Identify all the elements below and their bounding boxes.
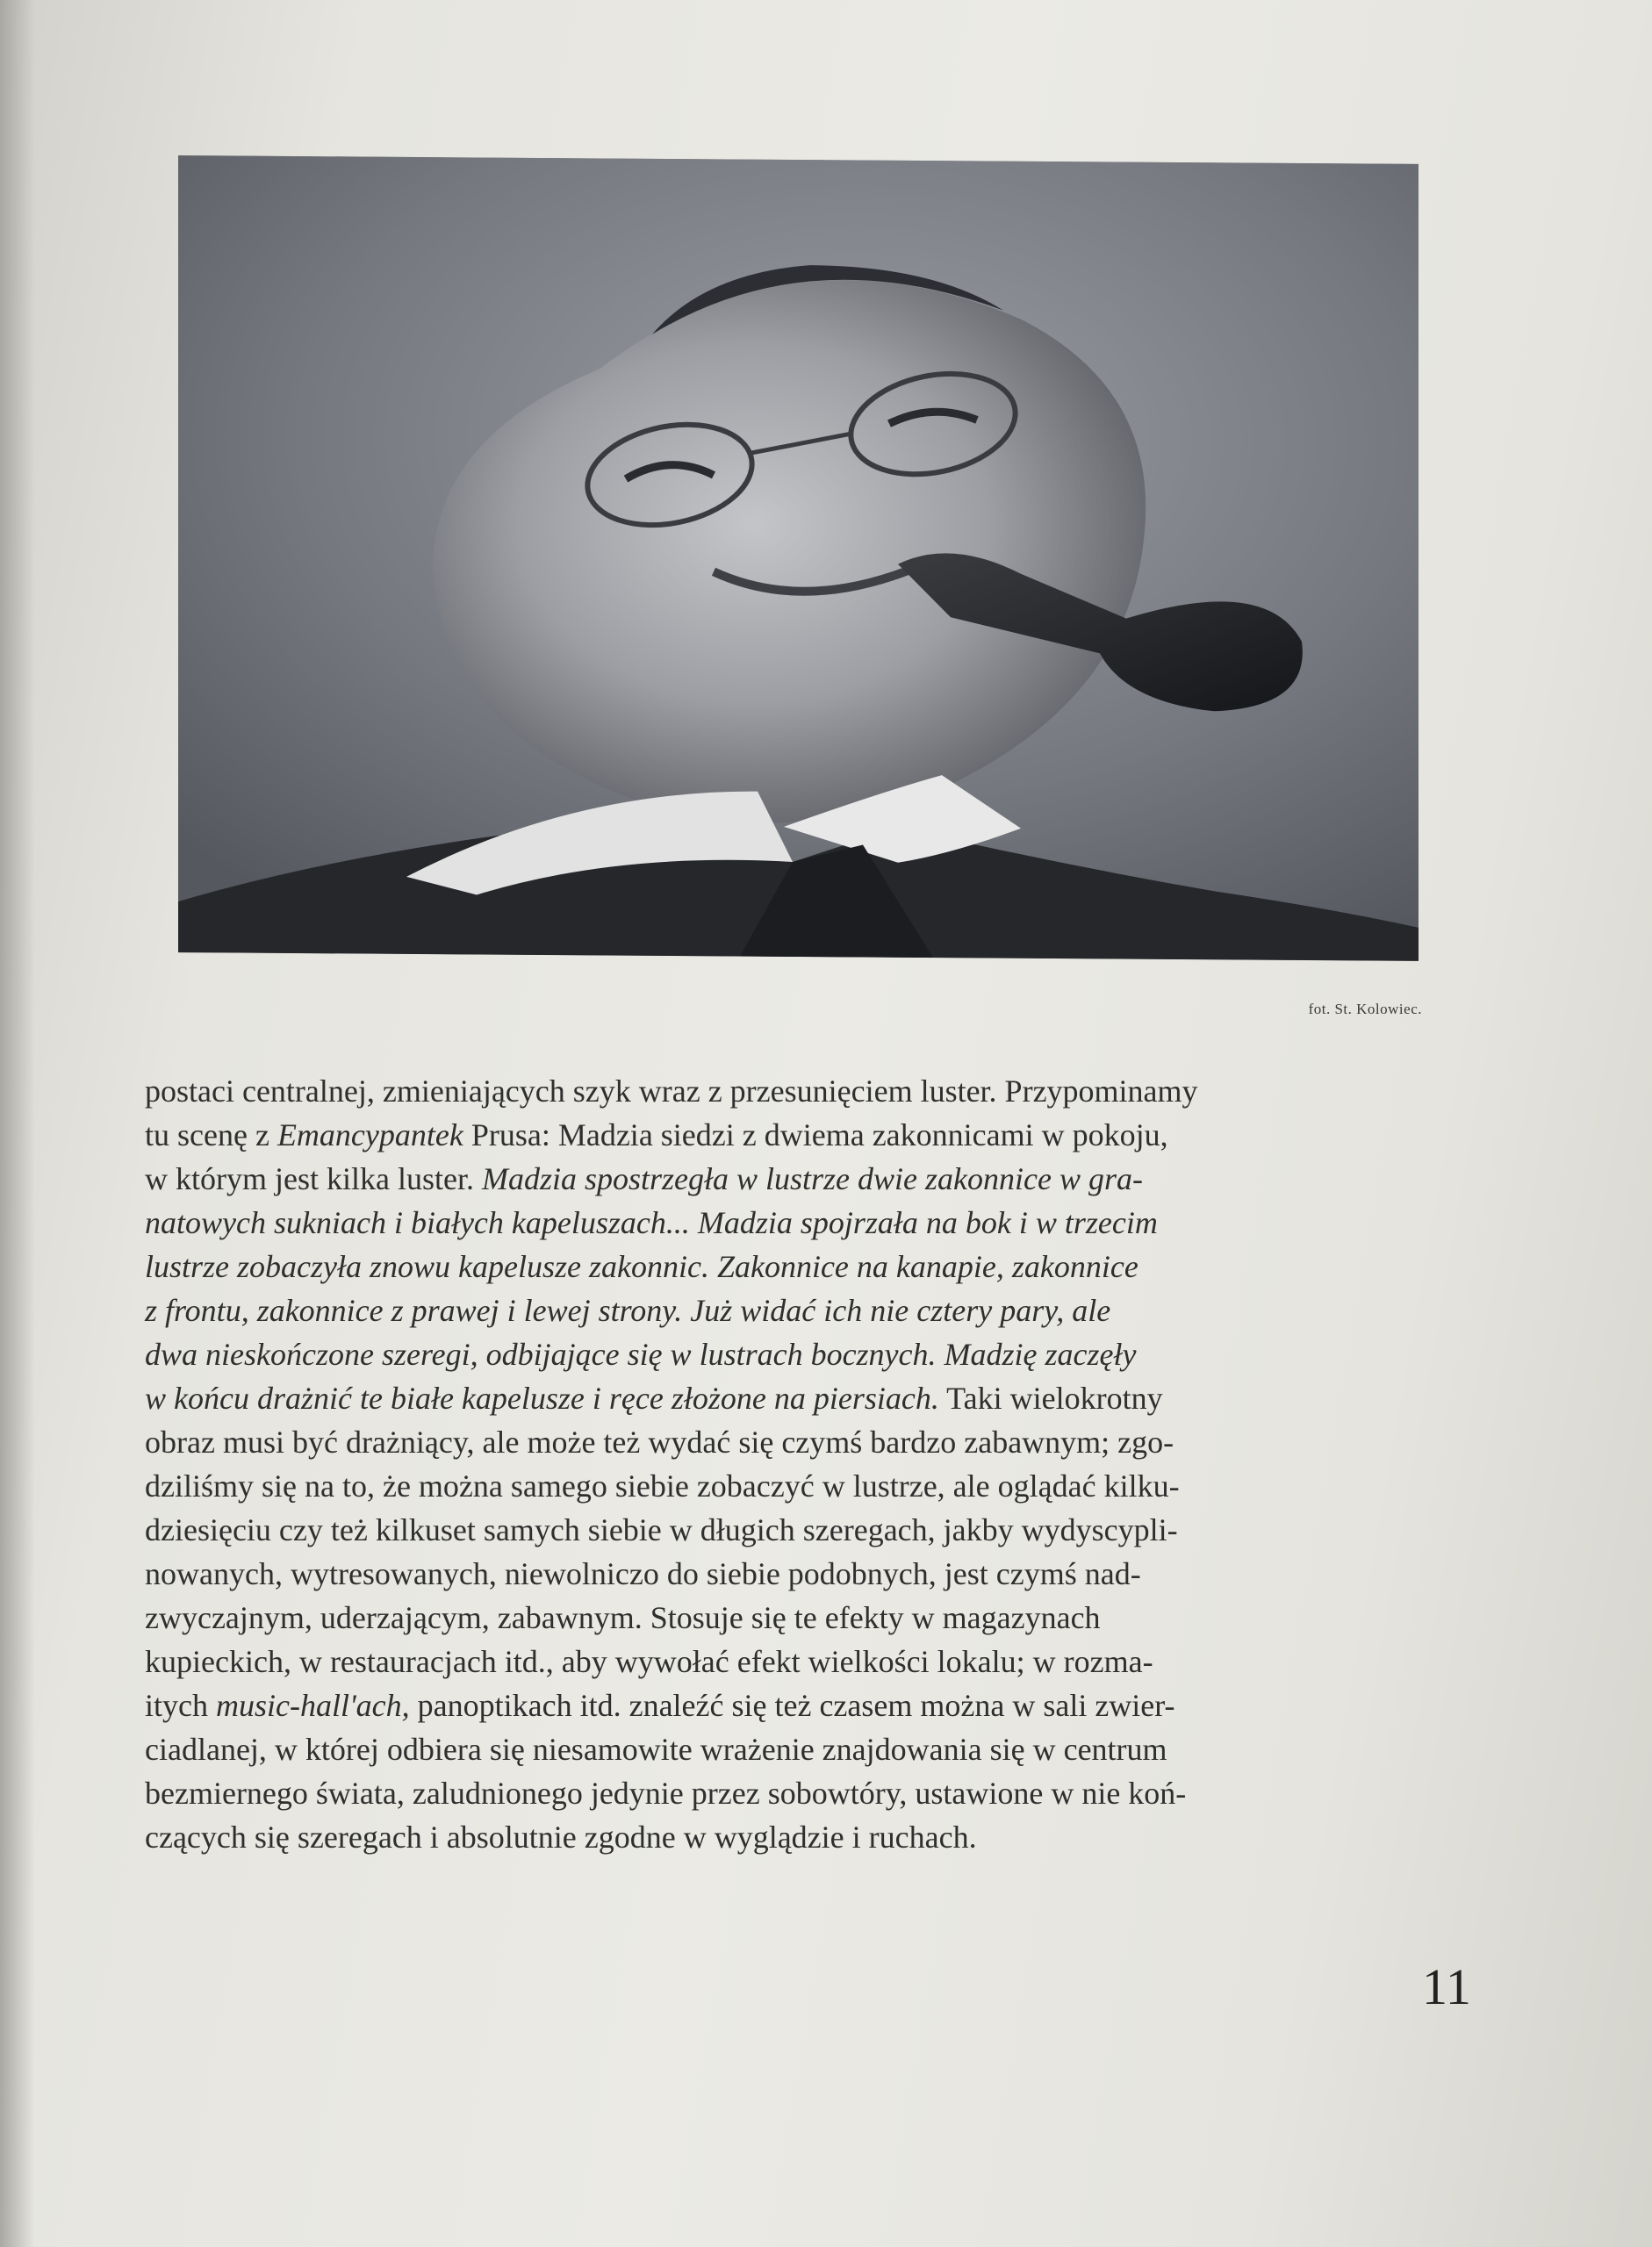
text-segment: Taki wielokrotny	[938, 1381, 1163, 1416]
italic-quote-segment: z frontu, zakonnice z prawej i lewej strony. Już widać ich nie cztery pary, ale	[145, 1293, 1111, 1328]
body-text	[145, 1069, 1462, 1859]
text-segment: zwyczajnym, uderzającym, zabawnym. Stosuje się te efekty w magazynach	[145, 1600, 1101, 1635]
portrait-photo	[178, 155, 1419, 961]
text-segment: obraz musi być drażniący, ale może też wydać się czymś bardzo zabawnym; zgo-	[145, 1425, 1174, 1460]
photo-credit: fot. St. Kolowiec.	[1308, 1001, 1422, 1017]
italic-quote-segment: Madzia spostrzegła w lustrze dwie zakonnice w gra-	[481, 1161, 1143, 1196]
text-line	[145, 1289, 1462, 1332]
page-gutter-shadow	[0, 0, 35, 2247]
text-line	[145, 1771, 1462, 1815]
italic-quote-segment: music-hall'ach,	[215, 1688, 410, 1723]
text-segment: czących się szeregach i absolutnie zgodne w wyglądzie i ruchach.	[145, 1820, 977, 1855]
text-line	[145, 1815, 1462, 1859]
text-segment: Prusa: Madzia siedzi z dwiema zakonnicami w pokoju,	[463, 1117, 1168, 1152]
text-segment: bezmiernego świata, zaludnionego jedynie przez sobowtóry, ustawione w nie koń-	[145, 1776, 1187, 1811]
text-segment: tu scenę z	[145, 1117, 277, 1152]
text-line	[145, 1332, 1462, 1376]
text-line	[145, 1376, 1462, 1420]
italic-quote-segment: Emancypantek	[277, 1117, 463, 1152]
italic-quote-segment: dwa nieskończone szeregi, odbijające się w lustrach bocznych. Madzię zaczęły	[145, 1337, 1137, 1372]
text-segment: kupieckich, w restauracjach itd., aby wywołać efekt wielkości lokalu; w rozma-	[145, 1644, 1153, 1679]
text-segment: nowanych, wytresowanych, niewolniczo do siebie podobnych, jest czymś nad-	[145, 1556, 1141, 1591]
text-segment: itych	[145, 1688, 216, 1723]
text-line	[145, 1201, 1462, 1245]
text-segment: dziesięciu czy też kilkuset samych siebie w długich szeregach, jakby wydyscypli-	[145, 1512, 1178, 1547]
page-number: 11	[1422, 1958, 1471, 2015]
text-segment: postaci centralnej, zmieniających szyk wraz z przesunięciem luster. Przypominamy	[145, 1073, 1198, 1109]
text-segment: w którym jest kilka luster.	[145, 1161, 482, 1196]
text-line	[145, 1508, 1462, 1552]
text-segment: dziliśmy się na to, że można samego siebie zobaczyć w lustrze, ale oglądać kilku-	[145, 1468, 1180, 1504]
text-line	[145, 1420, 1462, 1464]
text-line	[145, 1069, 1462, 1113]
text-segment: ciadlanej, w której odbiera się niesamowite wrażenie znajdowania się w centrum	[145, 1732, 1167, 1767]
text-line	[145, 1640, 1462, 1683]
text-line	[145, 1157, 1462, 1201]
text-line	[145, 1683, 1462, 1727]
italic-quote-segment: lustrze zobaczyła znowu kapelusze zakonnic. Zakonnice na kanapie, zakonnice	[145, 1249, 1138, 1284]
text-line	[145, 1596, 1462, 1640]
italic-quote-segment: w końcu drażnić te białe kapelusze i ręce złożone na piersiach.	[145, 1381, 939, 1416]
portrait-illustration	[178, 155, 1419, 961]
text-line	[145, 1464, 1462, 1508]
text-line	[145, 1727, 1462, 1771]
text-line	[145, 1245, 1462, 1289]
italic-quote-segment: natowych sukniach i białych kapeluszach... Madzia spojrzała na bok i w trzecim	[145, 1205, 1158, 1240]
text-segment: panoptikach itd. znaleźć się też czasem można w sali zwier-	[409, 1688, 1175, 1723]
text-line	[145, 1113, 1462, 1157]
text-line	[145, 1552, 1462, 1596]
